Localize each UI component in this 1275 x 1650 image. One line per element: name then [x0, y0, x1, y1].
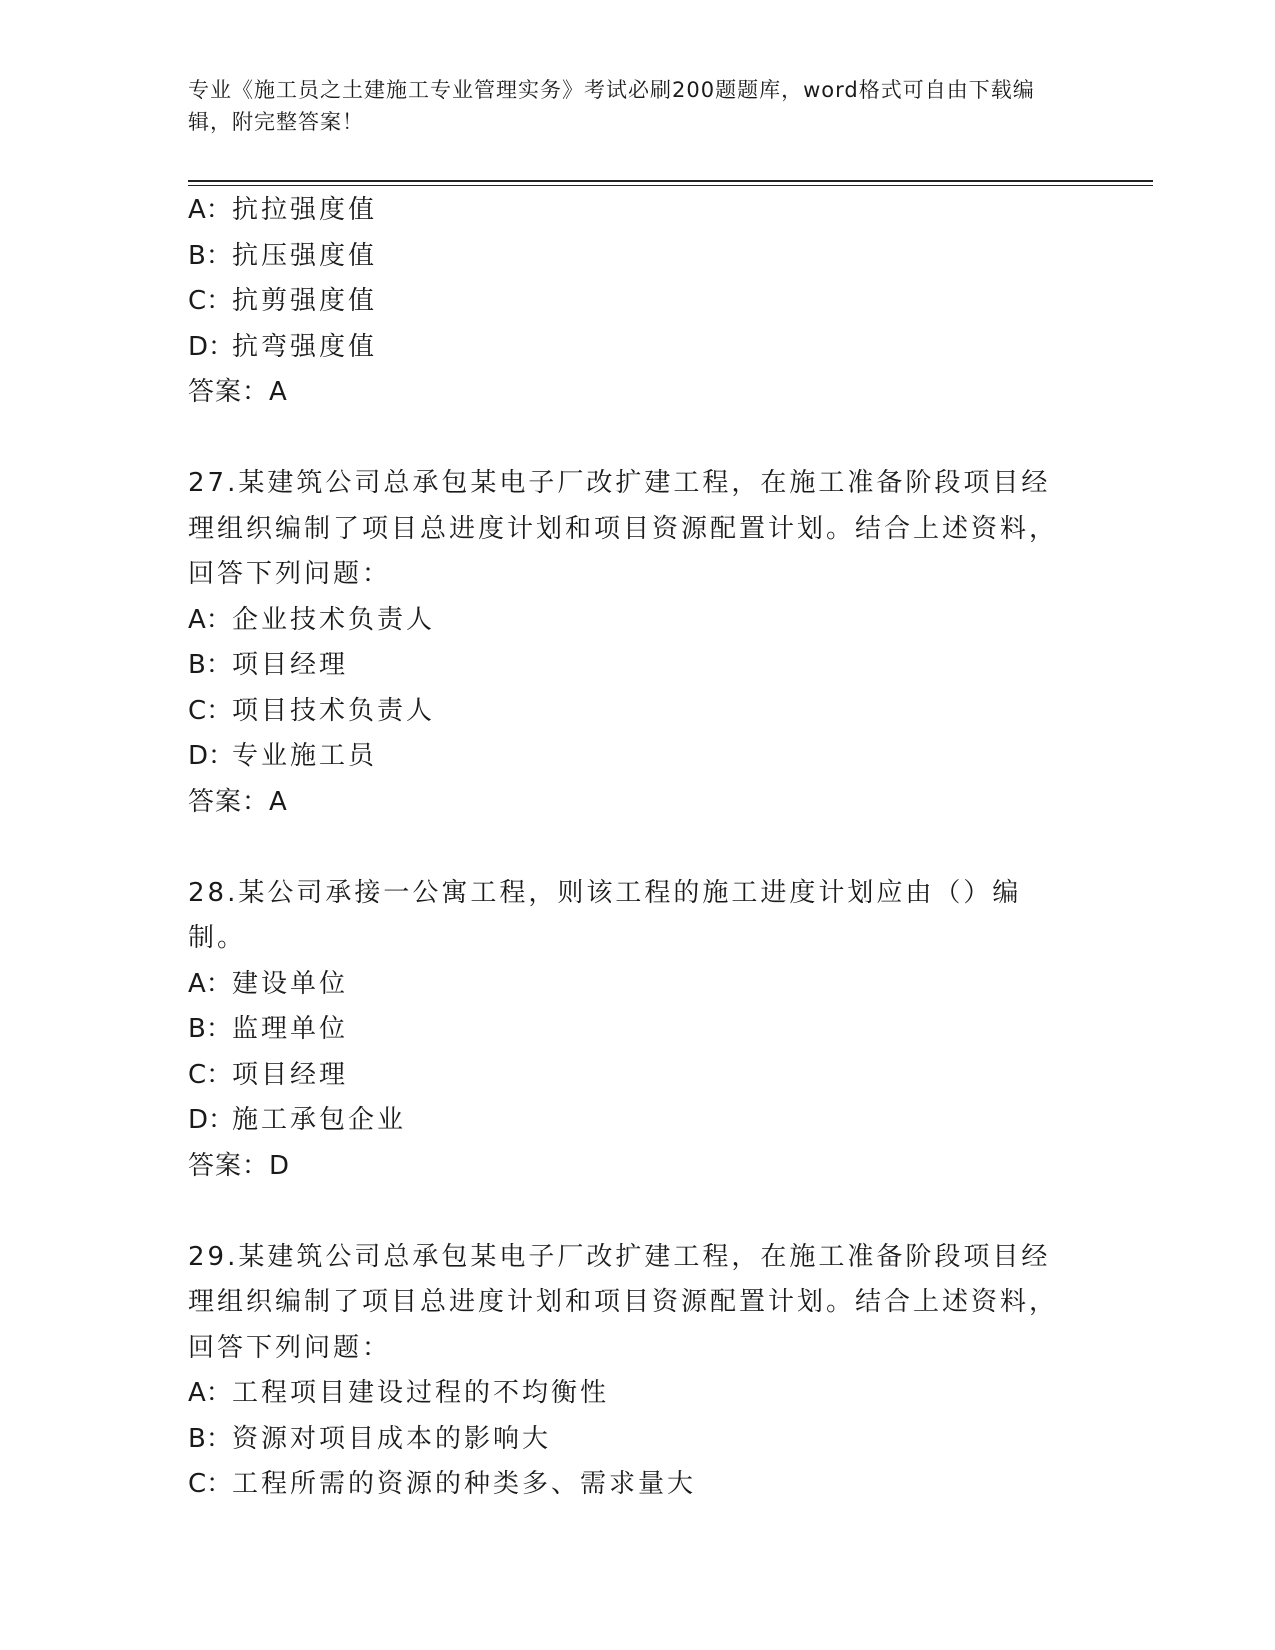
option-d: D：专业施工员: [188, 741, 378, 771]
header-rule-thin: [188, 185, 1153, 186]
question-text: 27.某建筑公司总承包某电子厂改扩建工程，在施工准备阶段项目经理组织编制了项目总进度计划和项目资源配置计划。结合上述资料，回答下列问题：: [188, 468, 1059, 589]
question-26-block: [188, 188, 1088, 416]
page-header: 专业《施工员之土建施工专业管理实务》考试必刷200题题库，word格式可自由下载编辑，附完整答案！: [188, 78, 1035, 134]
option-a: A：企业技术负责人: [188, 604, 436, 635]
option-b: B：资源对项目成本的影响大: [188, 1423, 552, 1454]
question-list: [188, 188, 1088, 1508]
option-d: D：抗弯强度值: [188, 331, 378, 362]
option-a: A：抗拉强度值: [188, 195, 378, 225]
answer-line: 答案：D: [188, 1150, 291, 1181]
question-27-block: [188, 461, 1088, 825]
question-28-block: [188, 871, 1088, 1190]
option-c: C：抗剪强度值: [188, 286, 378, 316]
option-c: C：项目经理: [188, 1059, 349, 1090]
option-c: C：项目技术负责人: [188, 695, 436, 726]
header-rule-thick: [188, 180, 1153, 182]
option-b: B：抗压强度值: [188, 240, 378, 271]
question-text: 29.某建筑公司总承包某电子厂改扩建工程，在施工准备阶段项目经理组织编制了项目总进度计划和项目资源配置计划。结合上述资料，回答下列问题：: [188, 1241, 1059, 1363]
option-c: C：工程所需的资源的种类多、需求量大: [188, 1469, 697, 1499]
option-b: B：监理单位: [188, 1014, 349, 1044]
question-29-block: [188, 1235, 1088, 1508]
answer-line: 答案：A: [188, 377, 288, 407]
option-b: B：项目经理: [188, 650, 349, 680]
option-a: A：工程项目建设过程的不均衡性: [188, 1378, 610, 1408]
question-text: 28.某公司承接一公寓工程，则该工程的施工进度计划应由（）编制。: [188, 877, 1022, 953]
option-a: A：建设单位: [188, 968, 349, 999]
answer-line: 答案：A: [188, 786, 288, 817]
option-d: D：施工承包企业: [188, 1105, 407, 1135]
